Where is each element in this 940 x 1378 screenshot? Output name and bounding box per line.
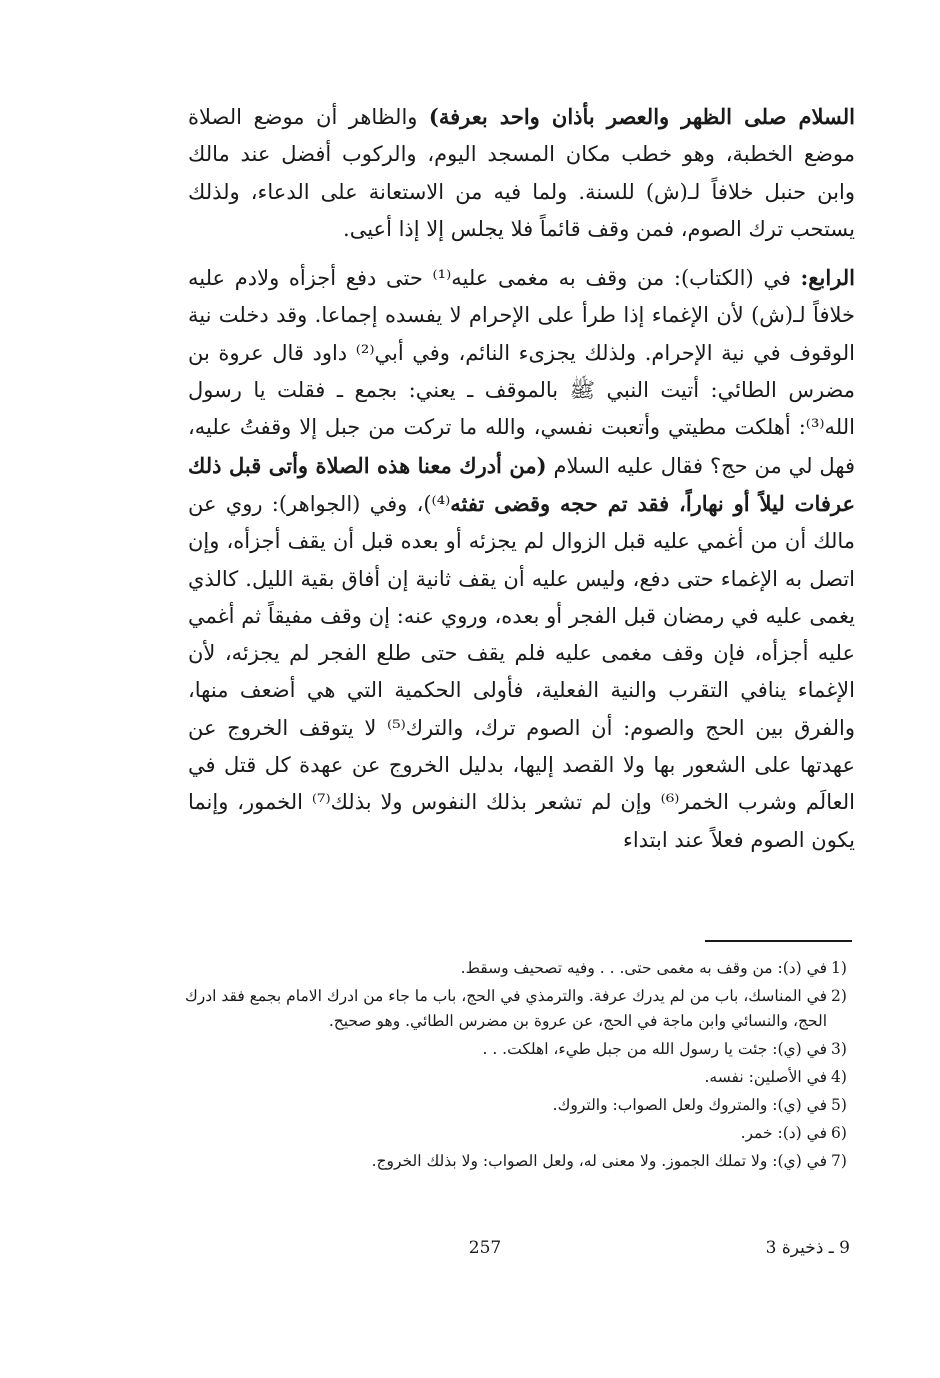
page-number: 257 bbox=[468, 1238, 502, 1258]
footnote-number: 6) bbox=[831, 1123, 847, 1142]
footnote bbox=[182, 956, 853, 981]
main-text bbox=[188, 98, 855, 859]
footnote bbox=[182, 1093, 853, 1118]
footnote bbox=[182, 1037, 853, 1062]
page-footer bbox=[0, 1238, 940, 1268]
footnote-separator bbox=[705, 940, 852, 942]
paragraph-2 bbox=[188, 259, 855, 859]
text-segment: والظاهر أن موضع الصلاة موضع الخطبة، وهو خطب مكان المسجد اليوم، والركوب أفضل عند مالك وابن حنبل خلافاً لـ(ش) للسنة. ولما فيه من الاستعانة على الدعاء، ولذلك يستحب ترك الصوم، فمن وقف قائماً فلا يجلس إلا إذا أعيى. bbox=[188, 105, 855, 241]
hadith-quote: (من أدرك معنا هذه الصلاة وأتى قبل ذلك عرفات ليلاً أو نهاراً، فقد تم حجه وقضى تفثه bbox=[188, 452, 855, 516]
footnote-text: في (د): خمر. bbox=[740, 1123, 827, 1142]
printer-signature: 9 ـ ذخيرة 3 bbox=[765, 1238, 850, 1258]
footnote bbox=[182, 1149, 853, 1174]
footnote-text: في (د): من وقف به مغمى حتى. . . وفيه تصحيف وسقط. bbox=[460, 959, 827, 977]
text-segment: ⁽⁴⁾)، وفي (الجواهر): روي عن مالك أن من أغمي عليه قبل الزوال لم يجزئه أو بعده قبل أن يقف أجزأه، وإن اتصل به الإغماء حتى دفع، وليس عليه أن يقف ثانية إن أفاق بقية الليل. كالذي يغمى عليه في رمضان قبل الفجر أو بعده، وروي عنه: إن وقف مفيقاً ثم أغمي عليه أجزأه، فإن وقف مغمى عليه فلم يقف حتى طلع الفجر لم يجزئه، لأن الإغماء ينافي التقرب والنية الفعلية، فأولى الحكمية التي هي أضعف منها، والفرق بين الحج والصوم: أن الصوم ترك، والترك⁽⁵⁾ لا يتوقف الخروج عن عهدتها على الشعور بها ولا القصد إليها، بدليل الخروج عن عهدة كل قتل في العالَم وشرب الخمر⁽⁶⁾ وإن لم تشعر بذلك النفوس ولا بذلك⁽⁷⁾ الخمور، وإنما يكون الصوم فعلاً عند ابتداء bbox=[188, 491, 855, 852]
footnote-number: 7) bbox=[831, 1151, 847, 1170]
footnote-text: في (ي): والمتروك ولعل الصواب: والتروك. bbox=[552, 1095, 827, 1114]
footnote-number: 2) bbox=[831, 987, 847, 1005]
footnote bbox=[182, 1065, 853, 1090]
text-segment: في (الكتاب): من وقف به مغمى عليه⁽¹⁾ حتى دفع أجزأه ولادم عليه خلافاً لـ(ش) لأن الإغماء إذا طرأ على الإحرام لا يفسده إجماعا. وقد دخلت نية الوقوف في نية الإحرام. ولذلك يجزىء النائم، وفي أبي⁽²⁾ داود قال عروة بن مضرس الطائي: أتيت النبي ﷺ بالموقف ـ يعني: بجمع ـ فقلت يا رسول الله⁽³⁾: أهلكت مطيتي وأتعبت نفسي، والله ما تركت من جبل إلا وقفتُ عليه، فهل لي من حج؟ فقال عليه السلام bbox=[188, 266, 855, 478]
footnotes bbox=[182, 956, 853, 1177]
footnote-number: 5) bbox=[831, 1095, 847, 1114]
footnote-number: 3) bbox=[831, 1039, 847, 1058]
footnote-text: في المناسك، باب من لم يدرك عرفة. والترمذي في الحج، باب ما جاء من ادرك الامام بجمع فقد ادرك الحج، والنسائي وابن ماجة في الحج، عن عروة بن مضرس الطائي. وهو صحيح. bbox=[184, 987, 827, 1030]
footnote bbox=[182, 1121, 853, 1146]
footnote-number: 4) bbox=[831, 1067, 847, 1086]
footnote-text: في (ي): جئت يا رسول الله من جبل طيء، اهلكت. . . bbox=[482, 1039, 827, 1058]
footnote-text: في الأصلين: نفسه. bbox=[704, 1067, 827, 1086]
footnote-number: 1) bbox=[831, 959, 847, 977]
paragraph-1 bbox=[188, 98, 855, 248]
footnote bbox=[182, 984, 853, 1033]
footnote-text: في (ي): ولا تملك الجموز. ولا معنى له، ولعل الصواب: ولا بذلك الخروج. bbox=[371, 1151, 827, 1170]
bold-segment: السلام صلى الظهر والعصر بأذان واحد بعرفة) bbox=[428, 104, 856, 129]
section-heading: الرابع: bbox=[800, 265, 855, 291]
